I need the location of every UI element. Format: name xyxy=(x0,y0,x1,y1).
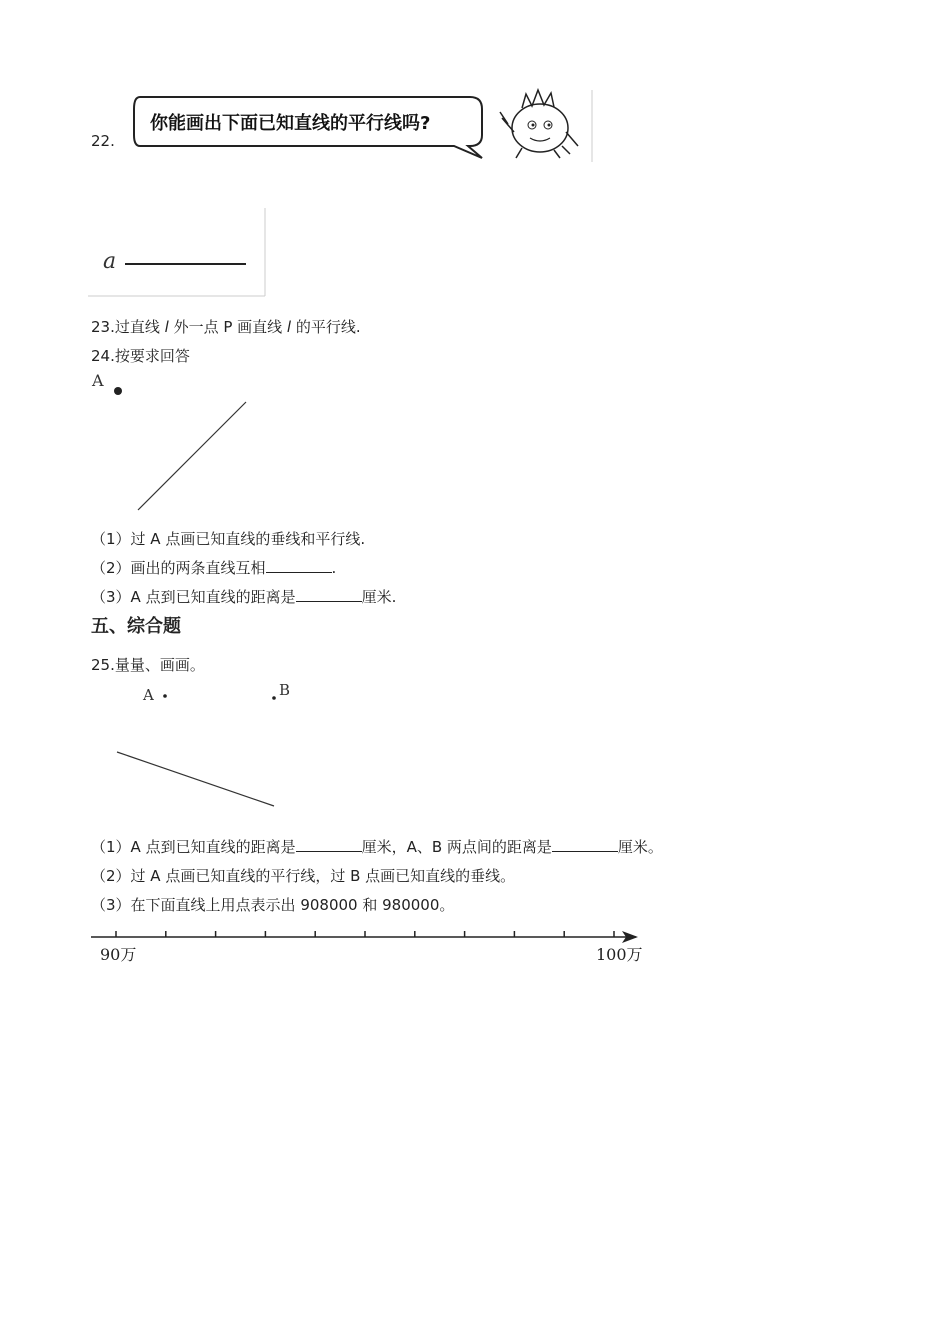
q25-figure xyxy=(110,680,310,812)
q24-point-a xyxy=(114,387,122,395)
q25-point-b-label: B xyxy=(279,681,291,699)
q25-sub1-post: 厘米。 xyxy=(617,838,663,856)
q24-answer-blank-2[interactable] xyxy=(296,587,362,602)
q25-sub3: （3）在下面直线上用点表示出 908000 和 980000。 xyxy=(91,896,455,914)
q25-answer-blank-1[interactable] xyxy=(296,837,362,852)
question-22-number: 22. xyxy=(91,132,115,150)
q25-sub1-mid: 厘米，A、B 两点间的距离是 xyxy=(361,838,552,856)
q25-given-line xyxy=(117,752,274,806)
question-25-title: 25.量量、画画。 xyxy=(91,656,205,674)
section-5-heading: 五、综合题 xyxy=(91,616,181,637)
number-line-end-label: 100万 xyxy=(596,945,643,964)
number-line xyxy=(88,922,658,970)
q24-sub3-pre: （3）A 点到已知直线的距离是 xyxy=(91,588,296,606)
q23-line-l-1: l xyxy=(164,318,169,336)
q24-figure xyxy=(88,368,258,518)
q25-point-a xyxy=(163,694,167,698)
q25-sub2: （2）过 A 点画已知直线的平行线，过 B 点画已知直线的垂线。 xyxy=(91,867,516,885)
q24-given-line xyxy=(138,402,246,510)
q23-mid: 外一点 P 画直线 xyxy=(168,318,287,336)
q24-sub2-pre: （2）画出的两条直线互相 xyxy=(91,559,266,577)
q24-sub1: （1）过 A 点画已知直线的垂线和平行线. xyxy=(91,530,366,548)
q24-sub2 xyxy=(91,558,336,578)
question-23 xyxy=(91,317,361,337)
q25-point-a-label: A xyxy=(143,686,154,704)
line-a-label: a xyxy=(103,249,117,274)
number-line-start-label: 90万 xyxy=(100,945,137,964)
q24-sub3-post: 厘米. xyxy=(361,588,397,606)
q25-sub1 xyxy=(91,837,663,857)
q23-suffix: 的平行线. xyxy=(291,318,361,336)
q24-point-a-label: A xyxy=(92,371,104,390)
q24-sub3 xyxy=(91,587,396,607)
cartoon-character-icon xyxy=(500,90,578,158)
q23-prefix: 23.过直线 xyxy=(91,318,165,336)
q24-sub2-post: . xyxy=(331,559,337,577)
q25-point-b xyxy=(272,696,276,700)
q25-answer-blank-2[interactable] xyxy=(552,837,618,852)
q22-line-figure xyxy=(88,208,268,298)
question-24-title: 24.按要求回答 xyxy=(91,347,190,365)
q22-cartoon-banner xyxy=(130,88,595,164)
q24-answer-blank-1[interactable] xyxy=(266,558,332,573)
q25-sub1-pre: （1）A 点到已知直线的距离是 xyxy=(91,838,296,856)
q23-line-l-2: l xyxy=(286,318,292,336)
speech-bubble-text: 你能画出下面已知直线的平行线吗? xyxy=(150,113,431,134)
number-line-ticks xyxy=(116,931,614,937)
